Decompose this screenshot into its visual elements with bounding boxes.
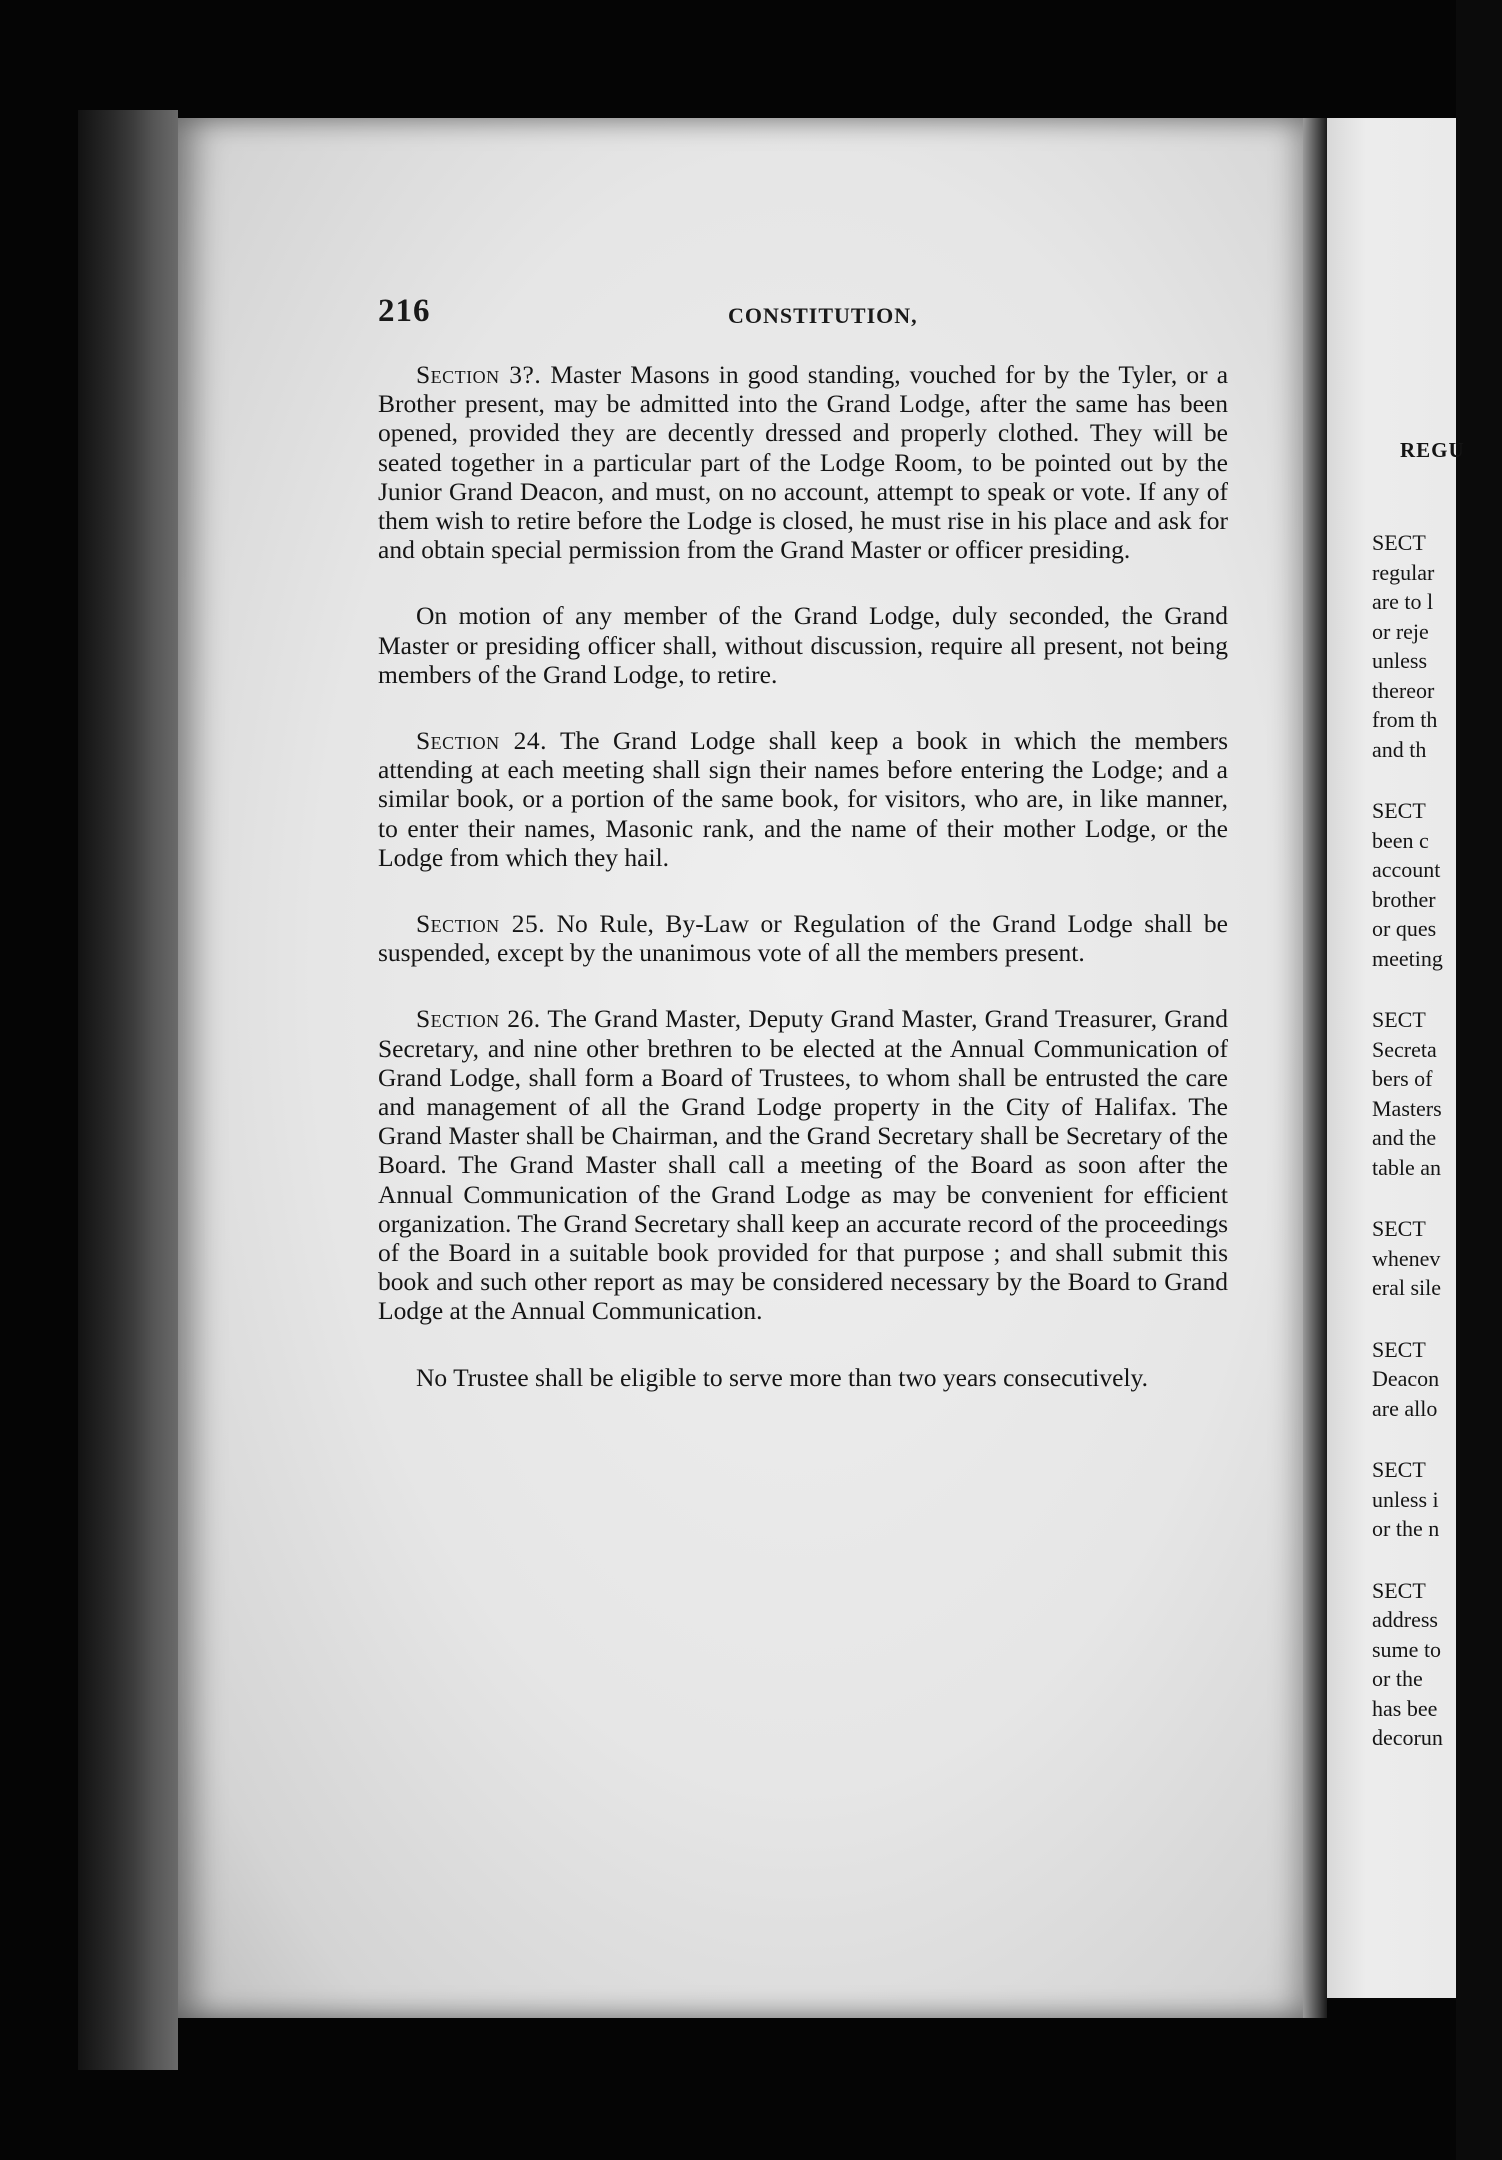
section-text: Master Masons in good standing, vouched for by the Tyler, or a Brother present, may be admitted into the Grand Lodge, after the same has been opened, provided they are decently dressed and properly clothed. They will be seated together in a particular part of the Lodge Room, to be pointed out by the Junior Grand Deacon, and must, on no account, attempt to speak or vote. If any of them wish to retire before the Lodge is closed, he must rise in his place and ask for and obtain special permission from the Grand Master or officer presiding. — [378, 360, 1229, 565]
facing-line: account — [1372, 857, 1441, 882]
facing-line: and the — [1372, 1125, 1437, 1150]
paragraph-text: No Trustee shall be eligible to serve more than two years consecutively. — [416, 1362, 1149, 1392]
page-number: 216 — [378, 293, 431, 329]
section-text: No Rule, By-Law or Regulation of the Grand Lodge shall be suspended, except by the unanimous vote of all the members present. — [378, 909, 1228, 968]
section-label: Section 3?. — [416, 360, 542, 389]
facing-line: SECT — [1372, 798, 1426, 823]
facing-line: unless i — [1372, 1486, 1439, 1512]
facing-line: or reje — [1372, 618, 1429, 644]
facing-line-gap — [1372, 973, 1502, 1005]
facing-line: regular — [1372, 559, 1435, 585]
section-text: The Grand Lodge shall keep a book in which the members attending at each meeting shall sign their names before entering the Lodge; and a similar book, or a portion of the same book, for visitors, who are, in like manner, to enter their names, Masonic rank, and the name of their mother Lodge, or the Lodge from which they hail. — [378, 726, 1229, 872]
facing-line: been c — [1372, 827, 1429, 853]
facing-page-heading: REGU — [1400, 438, 1465, 462]
facing-line: sume to — [1372, 1636, 1442, 1662]
facing-line-gap — [1372, 1303, 1502, 1335]
facing-line-gap — [1372, 1544, 1502, 1576]
facing-line: SECT — [1372, 1007, 1426, 1032]
facing-line-gap — [1372, 1423, 1502, 1455]
section-label: Section 25. — [416, 909, 546, 939]
page-body — [378, 360, 1228, 1392]
facing-line: SECT — [1372, 1336, 1426, 1362]
paragraph-text: On motion of any member of the Grand Lodge, duly seconded, the Grand Master or presiding officer shall, without discussion, require all present, not being members of the Grand Lodge, to retire. — [378, 601, 1228, 689]
facing-line: are to l — [1372, 589, 1434, 614]
facing-line: or the — [1372, 1666, 1423, 1691]
facing-line: are allo — [1372, 1395, 1438, 1421]
section-paragraph — [378, 909, 1228, 967]
facing-line: and th — [1372, 736, 1427, 762]
facing-line: from th — [1372, 707, 1438, 732]
section-paragraph — [378, 1004, 1228, 1325]
facing-line: eral sile — [1372, 1275, 1442, 1300]
page-gutter — [1303, 118, 1327, 2018]
facing-line-gap — [1372, 764, 1502, 796]
facing-line: SECT — [1372, 1457, 1426, 1482]
section-label: Section 26. — [416, 1004, 541, 1034]
section-paragraph — [378, 726, 1228, 872]
facing-line: brother — [1372, 886, 1436, 912]
facing-line: table an — [1372, 1154, 1442, 1180]
facing-line: bers of — [1372, 1066, 1433, 1091]
facing-line: decorun — [1372, 1725, 1443, 1750]
running-head: CONSTITUTION, — [728, 303, 918, 328]
facing-line: address — [1372, 1607, 1438, 1632]
facing-line: unless — [1372, 648, 1427, 673]
facing-line: meeting — [1372, 945, 1443, 971]
facing-line: SECT — [1372, 1577, 1426, 1603]
book-binding — [78, 110, 178, 2070]
facing-line: Secreta — [1372, 1036, 1437, 1062]
facing-line: Masters — [1372, 1095, 1442, 1121]
facing-line: Deacon — [1372, 1366, 1440, 1391]
facing-line: or ques — [1372, 916, 1437, 941]
motion-paragraph — [378, 601, 1228, 689]
facing-line: SECT — [1372, 1216, 1426, 1241]
section-label: Section 24. — [416, 726, 547, 756]
facing-line: thereor — [1372, 677, 1435, 703]
trustee-paragraph — [378, 1363, 1228, 1392]
section-text: The Grand Master, Deputy Grand Master, Grand Treasurer, Grand Secretary, and nine other brethren to be elected at the Annual Communication of Grand Lodge, shall form a Board of Trustees, to whom shall be entrusted the care and management of all the Grand Lodge property in the City of Halifax. The Grand Master shall be Chairman, and the Grand Secretary shall be Secretary of the Board. The Grand Master shall call a meeting of the Board as soon after the Annual Communication of the Grand Lodge as may be convenient for efficient organization. The Grand Secretary shall keep an accurate record of the proceedings of the Board in a suitable book provided for that purpose ; and shall submit this book and such other report as may be considered necessary by the Board to Grand Lodge at the Annual Communication. — [378, 1004, 1229, 1326]
facing-line-gap — [1372, 1182, 1502, 1214]
facing-page-text — [1372, 528, 1502, 1753]
page-header — [378, 293, 1248, 333]
facing-line: whenev — [1372, 1245, 1441, 1271]
facing-line: or the n — [1372, 1516, 1440, 1541]
facing-line: SECT — [1372, 530, 1426, 555]
facing-line: has bee — [1372, 1695, 1438, 1721]
section-paragraph — [378, 360, 1228, 564]
